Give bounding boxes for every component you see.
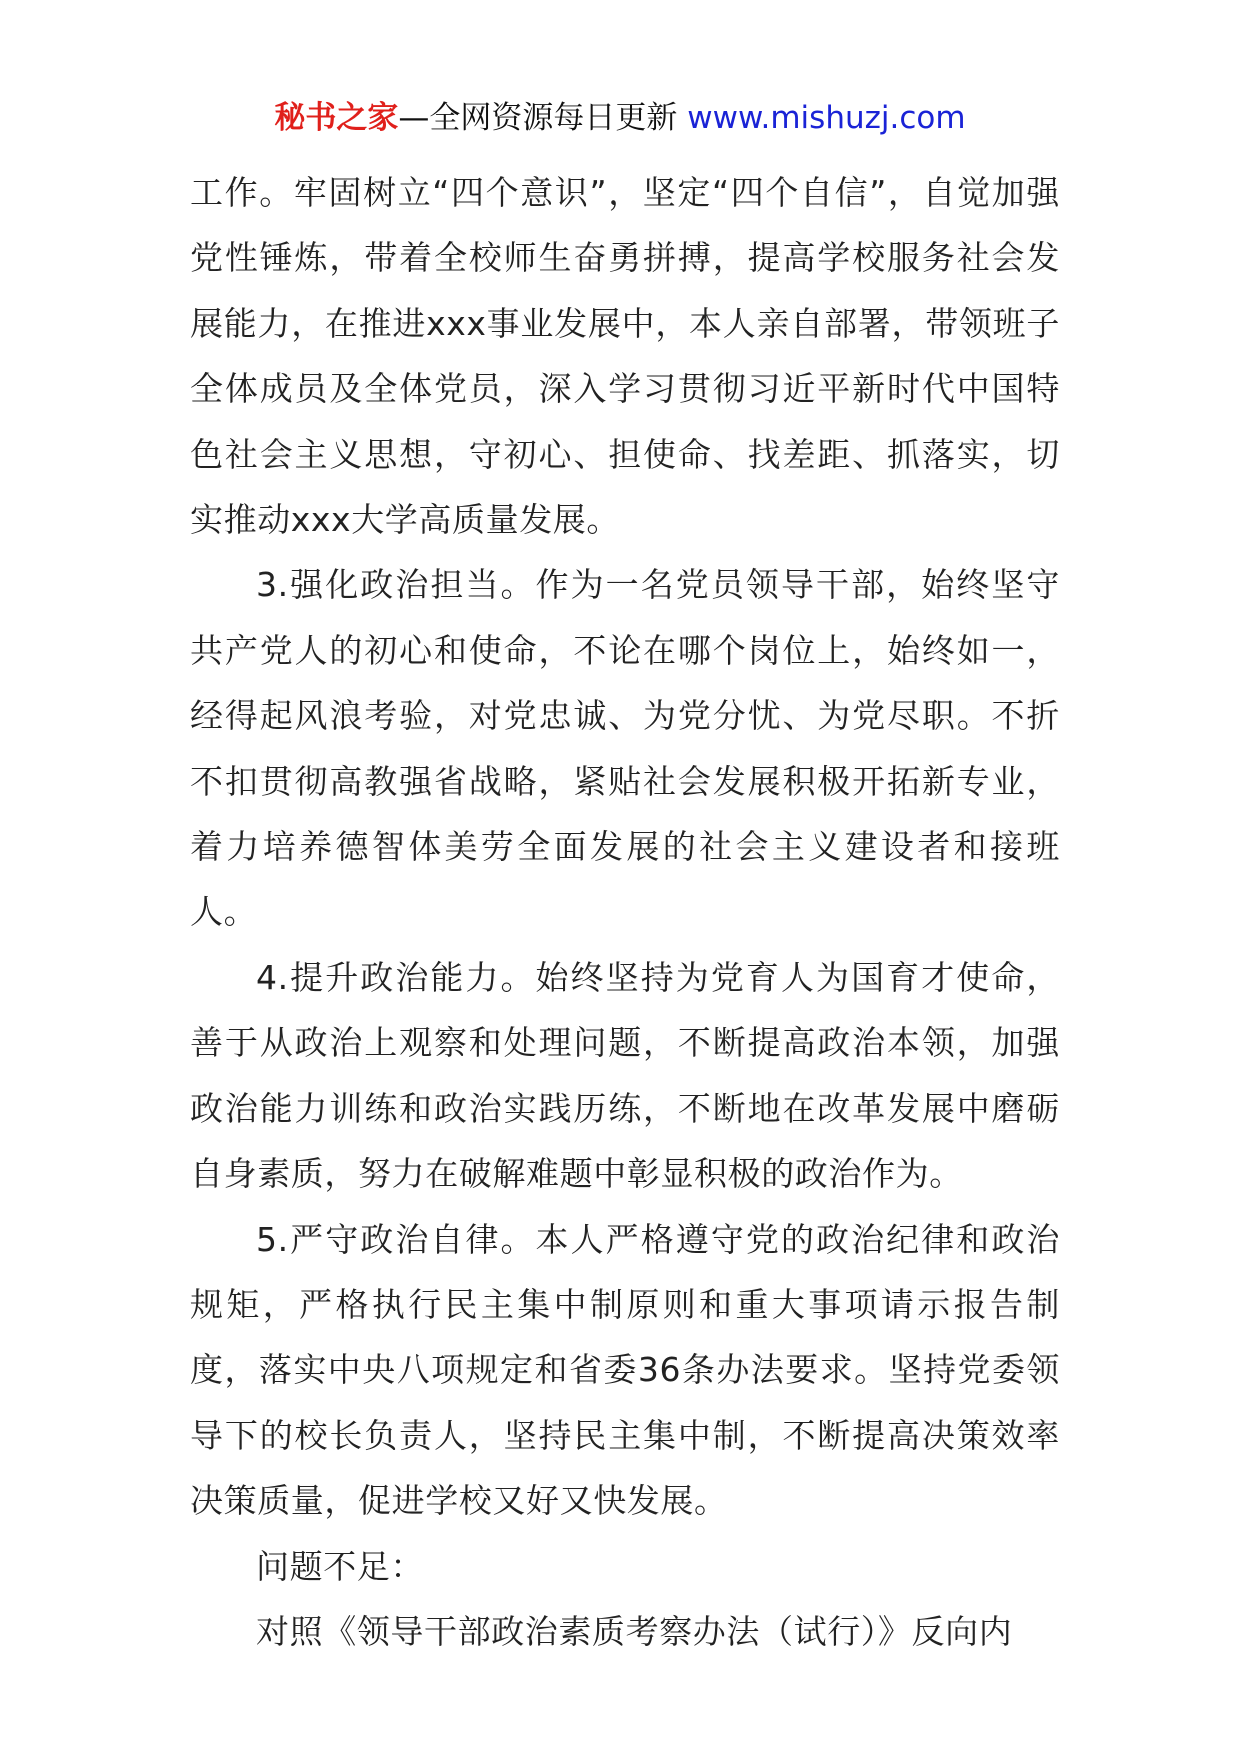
paragraph-continued: 工作。牢固树立“四个意识”，坚定“四个自信”，自觉加强党性锤炼，带着全校师生奋勇拼搏，提高学校服务社会发展能力，在推进xxx事业发展中，本人亲自部署，带领班子全体成员及全体党员，深入学习贯彻习近平新时代中国特色社会主义思想，守初心、担使命、找差距、抓落实，切实推动xxx大学高质量发展。	[190, 173, 1060, 540]
site-url-link[interactable]: www.mishuzj.com	[687, 100, 966, 136]
document-body	[190, 160, 1060, 1664]
paragraph-problems-intro: 对照《领导干部政治素质考察办法（试行）》反向内	[256, 1611, 1013, 1651]
site-brand: 秘书之家	[274, 100, 399, 136]
site-slogan: —全网资源每日更新	[398, 100, 678, 136]
paragraph-item-4: 4.提升政治能力。始终坚持为党育人为国育才使命，善于从政治上观察和处理问题，不断提高政治本领，加强政治能力训练和政治实践历练，不断地在改革发展中磨砺自身素质，努力在破解难题中彰显积极的政治作为。	[190, 957, 1060, 1194]
site-header	[0, 98, 1240, 138]
section-heading-problems: 问题不足：	[256, 1546, 424, 1586]
paragraph-item-3: 3.强化政治担当。作为一名党员领导干部，始终坚守共产党人的初心和使命，不论在哪个岗位上，始终如一，经得起风浪考验，对党忠诚、为党分忧、为党尽职。不折不扣贯彻高教强省战略，紧贴社会发展积极开拓新专业，着力培养德智体美劳全面发展的社会主义建设者和接班人。	[190, 565, 1060, 932]
paragraph-item-5: 5.严守政治自律。本人严格遵守党的政治纪律和政治规矩，严格执行民主集中制原则和重大事项请示报告制度，落实中央八项规定和省委36条办法要求。坚持党委领导下的校长负责人，坚持民主集中制，不断提高决策效率决策质量，促进学校又好又快发展。	[190, 1219, 1060, 1521]
